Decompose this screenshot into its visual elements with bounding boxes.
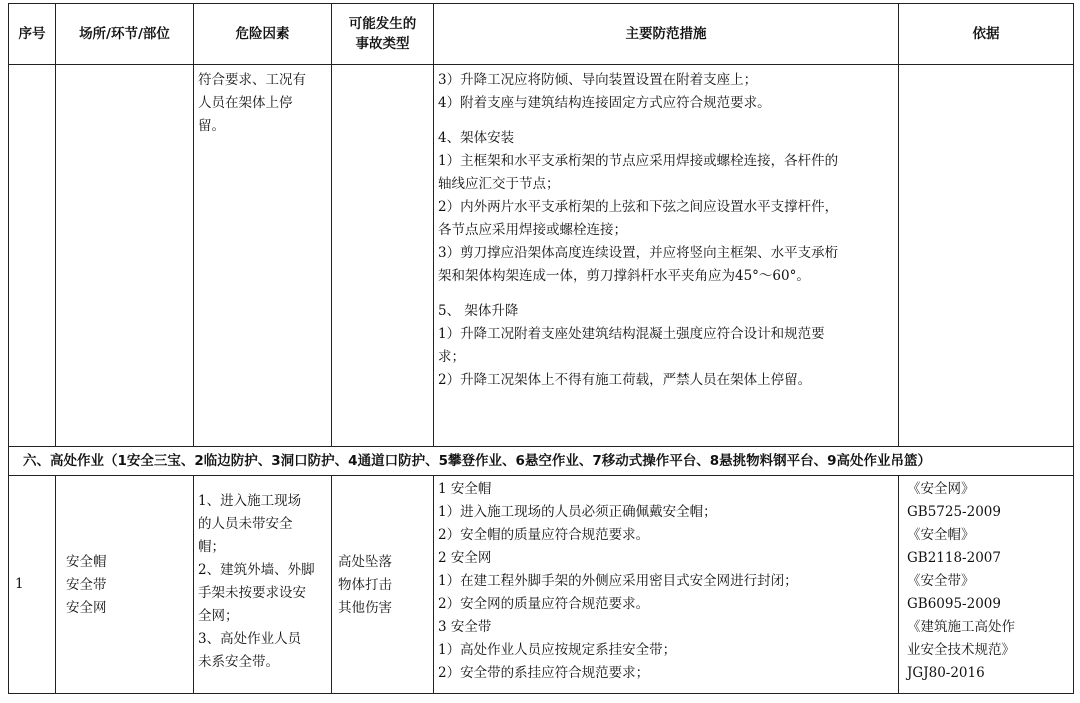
cell-seq: 1	[9, 476, 56, 694]
cell-measures	[434, 476, 899, 694]
measures-lines	[434, 65, 898, 394]
text-line: 人员在架体上停	[198, 95, 293, 111]
text-line: 高处坠落	[338, 554, 392, 570]
text-line: 5、 架体升降	[438, 303, 519, 319]
section-row	[9, 447, 1074, 476]
text-line: 《安全带》	[907, 573, 975, 589]
text-line: 1）进入施工现场的人员必须正确佩戴安全帽；	[438, 504, 717, 520]
text-line: 3）升降工况应将防倾、导向装置设置在附着支座上；	[438, 72, 758, 88]
header-accident-type	[332, 4, 434, 65]
text-line: 符合要求、工况有	[198, 72, 306, 88]
text-line: 1）主框架和水平支承桁架的节点应采用焊接或螺栓连接，各杆件的	[438, 153, 839, 169]
text-line: 架和架体构架连成一体，剪刀撑斜杆水平夹角应为45°～60°。	[438, 268, 810, 284]
text-line: GB2118-2007	[907, 550, 1001, 566]
text-line: 3 安全带	[438, 619, 492, 635]
header-basis: 依据	[899, 4, 1074, 65]
text-line: 1）升降工况附着支座处建筑结构混凝土强度应符合设计和规范要	[438, 326, 825, 342]
safety-measures-table	[8, 3, 1074, 694]
text-line: 安全带	[66, 577, 107, 593]
text-line: 帽；	[198, 539, 225, 555]
text-line: 2）安全帽的质量应符合规范要求。	[438, 527, 650, 543]
cell-basis	[899, 65, 1074, 447]
text-line: JGJ80-2016	[907, 665, 985, 681]
text-line: 2）安全网的质量应符合规范要求。	[438, 596, 650, 612]
blank-line	[438, 115, 895, 127]
text-line: 业安全技术规范》	[907, 642, 1015, 658]
cell-accident	[332, 476, 434, 694]
header-accident-line2: 事故类型	[355, 36, 410, 52]
basis-lines	[899, 476, 1073, 687]
text-line: 物体打击	[338, 577, 392, 593]
text-line: 的人员未带安全	[198, 516, 293, 532]
hazard-lines	[194, 65, 331, 140]
text-line: 《建筑施工高处作	[907, 619, 1015, 635]
text-line: 各节点应采用焊接或螺栓连接；	[438, 222, 627, 238]
text-line: 3、高处作业人员	[198, 631, 302, 647]
accident-lines	[332, 547, 433, 622]
header-measures: 主要防范措施	[434, 4, 899, 65]
text-line: 《安全帽》	[907, 527, 975, 543]
text-line: 安全网	[66, 600, 107, 616]
text-line: 1）在建工程外脚手架的外侧应采用密目式安全网进行封闭；	[438, 573, 798, 589]
text-line: 4、架体安装	[438, 130, 515, 146]
cell-seq	[9, 65, 56, 447]
text-line: GB5725-2009	[907, 504, 1001, 520]
text-line: 2 安全网	[438, 550, 492, 566]
table-row	[9, 476, 1074, 694]
text-line: 安全帽	[66, 554, 107, 570]
text-line: 2）内外两片水平支承桁架的上弦和下弦之间应设置水平支撑杆件，	[438, 199, 839, 215]
cell-measures	[434, 65, 899, 447]
text-line: 求；	[438, 349, 465, 365]
header-location: 场所/环节/部位	[56, 4, 194, 65]
text-line: 轴线应汇交于节点；	[438, 176, 560, 192]
text-line: 2、建筑外墙、外脚	[198, 562, 315, 578]
blank-line	[438, 288, 895, 300]
cell-hazard	[194, 476, 332, 694]
header-hazard: 危险因素	[194, 4, 332, 65]
text-line: 《安全网》	[907, 481, 975, 497]
text-line: 4）附着支座与建筑结构连接固定方式应符合规范要求。	[438, 95, 771, 111]
text-line: 1、进入施工现场	[198, 493, 302, 509]
text-line: 2）升降工况架体上不得有施工荷载，严禁人员在架体上停留。	[438, 372, 812, 388]
cell-accident	[332, 65, 434, 447]
text-line: 2）安全带的系挂应符合规范要求；	[438, 665, 650, 681]
text-line: 1）高处作业人员应按规定系挂安全带；	[438, 642, 677, 658]
cell-hazard	[194, 65, 332, 447]
text-line: 全网；	[198, 608, 239, 624]
hazard-lines	[194, 476, 331, 676]
text-line: 手架未按要求设安	[198, 585, 306, 601]
text-line: GB6095-2009	[907, 596, 1001, 612]
text-line: 其他伤害	[338, 600, 392, 616]
text-line: 3）剪刀撑应沿架体高度连续设置，并应将竖向主框架、水平支承桁	[438, 245, 839, 261]
text-line: 留。	[198, 118, 225, 134]
table-header-row	[9, 4, 1074, 65]
text-line: 1 安全帽	[438, 481, 492, 497]
header-seq: 序号	[9, 4, 56, 65]
table-row-continued	[9, 65, 1074, 447]
cell-basis	[899, 476, 1074, 694]
section-title: 六、高处作业（1安全三宝、2临边防护、3洞口防护、4通道口防护、5攀登作业、6悬空作业、7移动式操作平台、8悬挑物料钢平台、9高处作业吊篮）	[9, 447, 1074, 476]
cell-location	[56, 65, 194, 447]
measures-lines	[434, 476, 898, 687]
header-accident-line1: 可能发生的	[348, 16, 417, 32]
text-line: 未系安全带。	[198, 654, 279, 670]
location-lines	[56, 547, 193, 622]
cell-location	[56, 476, 194, 694]
